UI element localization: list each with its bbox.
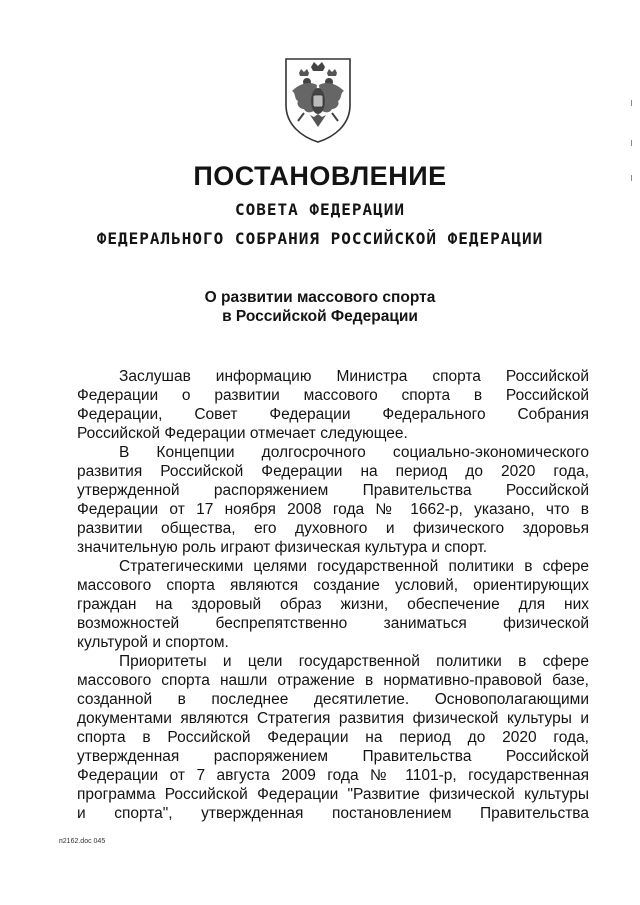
resolution-heading-line2: в Российской Федерации [222, 308, 418, 325]
body-line: Приоритеты и цели государственной политики в сфере [119, 653, 589, 670]
body-line: массового спорта нашли отражение в нормативно-правовой базе, [77, 672, 589, 689]
document-file-code: п2162.doc 045 [59, 838, 106, 845]
body-line: спорта в Российской Федерации на период до 2020 года, [77, 729, 589, 746]
body-line: и спорта", утвержденная постановлением Правительства [77, 805, 589, 822]
body-line: Стратегическими целями государственной политики в сфере [119, 558, 589, 575]
scan-mark [631, 100, 632, 106]
body-line: утвержденной распоряжением Правительства Российской [77, 482, 589, 499]
body-line: Федерации от 7 августа 2009 года № 1101-р, государственная [77, 767, 589, 784]
coat-of-arms-icon [280, 55, 356, 145]
body-line: Федерации о развитии массового спорта в Российской [77, 387, 589, 404]
body-line: документами являются Стратегия развития физической культуры и [77, 710, 589, 727]
body-line: культурой и спортом. [77, 634, 229, 651]
body-line: граждан на здоровый образ жизни, обеспечение для них [77, 596, 589, 613]
body-line: развития Российской Федерации на период до 2020 года, [77, 463, 589, 480]
body-line: значительную роль играют физическая культура и спорт. [77, 539, 488, 556]
document-subtitle-line2: ФЕДЕРАЛЬНОГО СОБРАНИЯ РОССИЙСКОЙ ФЕДЕРАЦИИ [96, 229, 544, 248]
document-subtitle-line1: СОВЕТА ФЕДЕРАЦИИ [234, 200, 406, 219]
body-line: Российской Федерации отмечает следующее. [77, 425, 408, 442]
body-line: Федерации, Совет Федерации Федерального Собрания [77, 406, 589, 423]
body-line: Федерации от 17 ноября 2008 года № 1662-р, указано, что в [77, 501, 589, 518]
body-line: программа Российской Федерации "Развитие физической культуры [77, 786, 589, 803]
body-line: созданной в последнее десятилетие. Основополагающими [77, 691, 589, 708]
body-line: утвержденная распоряжением Правительства Российской [77, 748, 589, 765]
resolution-heading-line1: О развитии массового спорта [204, 289, 436, 306]
scan-mark [631, 140, 632, 146]
body-line: массового спорта являются создание условий, ориентирующих [77, 577, 589, 594]
document-title: ПОСТАНОВЛЕНИЕ [193, 161, 447, 191]
body-line: В Концепции долгосрочного социально-экономического [119, 444, 589, 461]
body-line: развитии общества, его духовного и физического здоровья [77, 520, 589, 537]
body-line: Заслушав информацию Министра спорта Российской [119, 368, 589, 385]
body-line: возможностей беспрепятственно заниматься физической [77, 615, 589, 632]
